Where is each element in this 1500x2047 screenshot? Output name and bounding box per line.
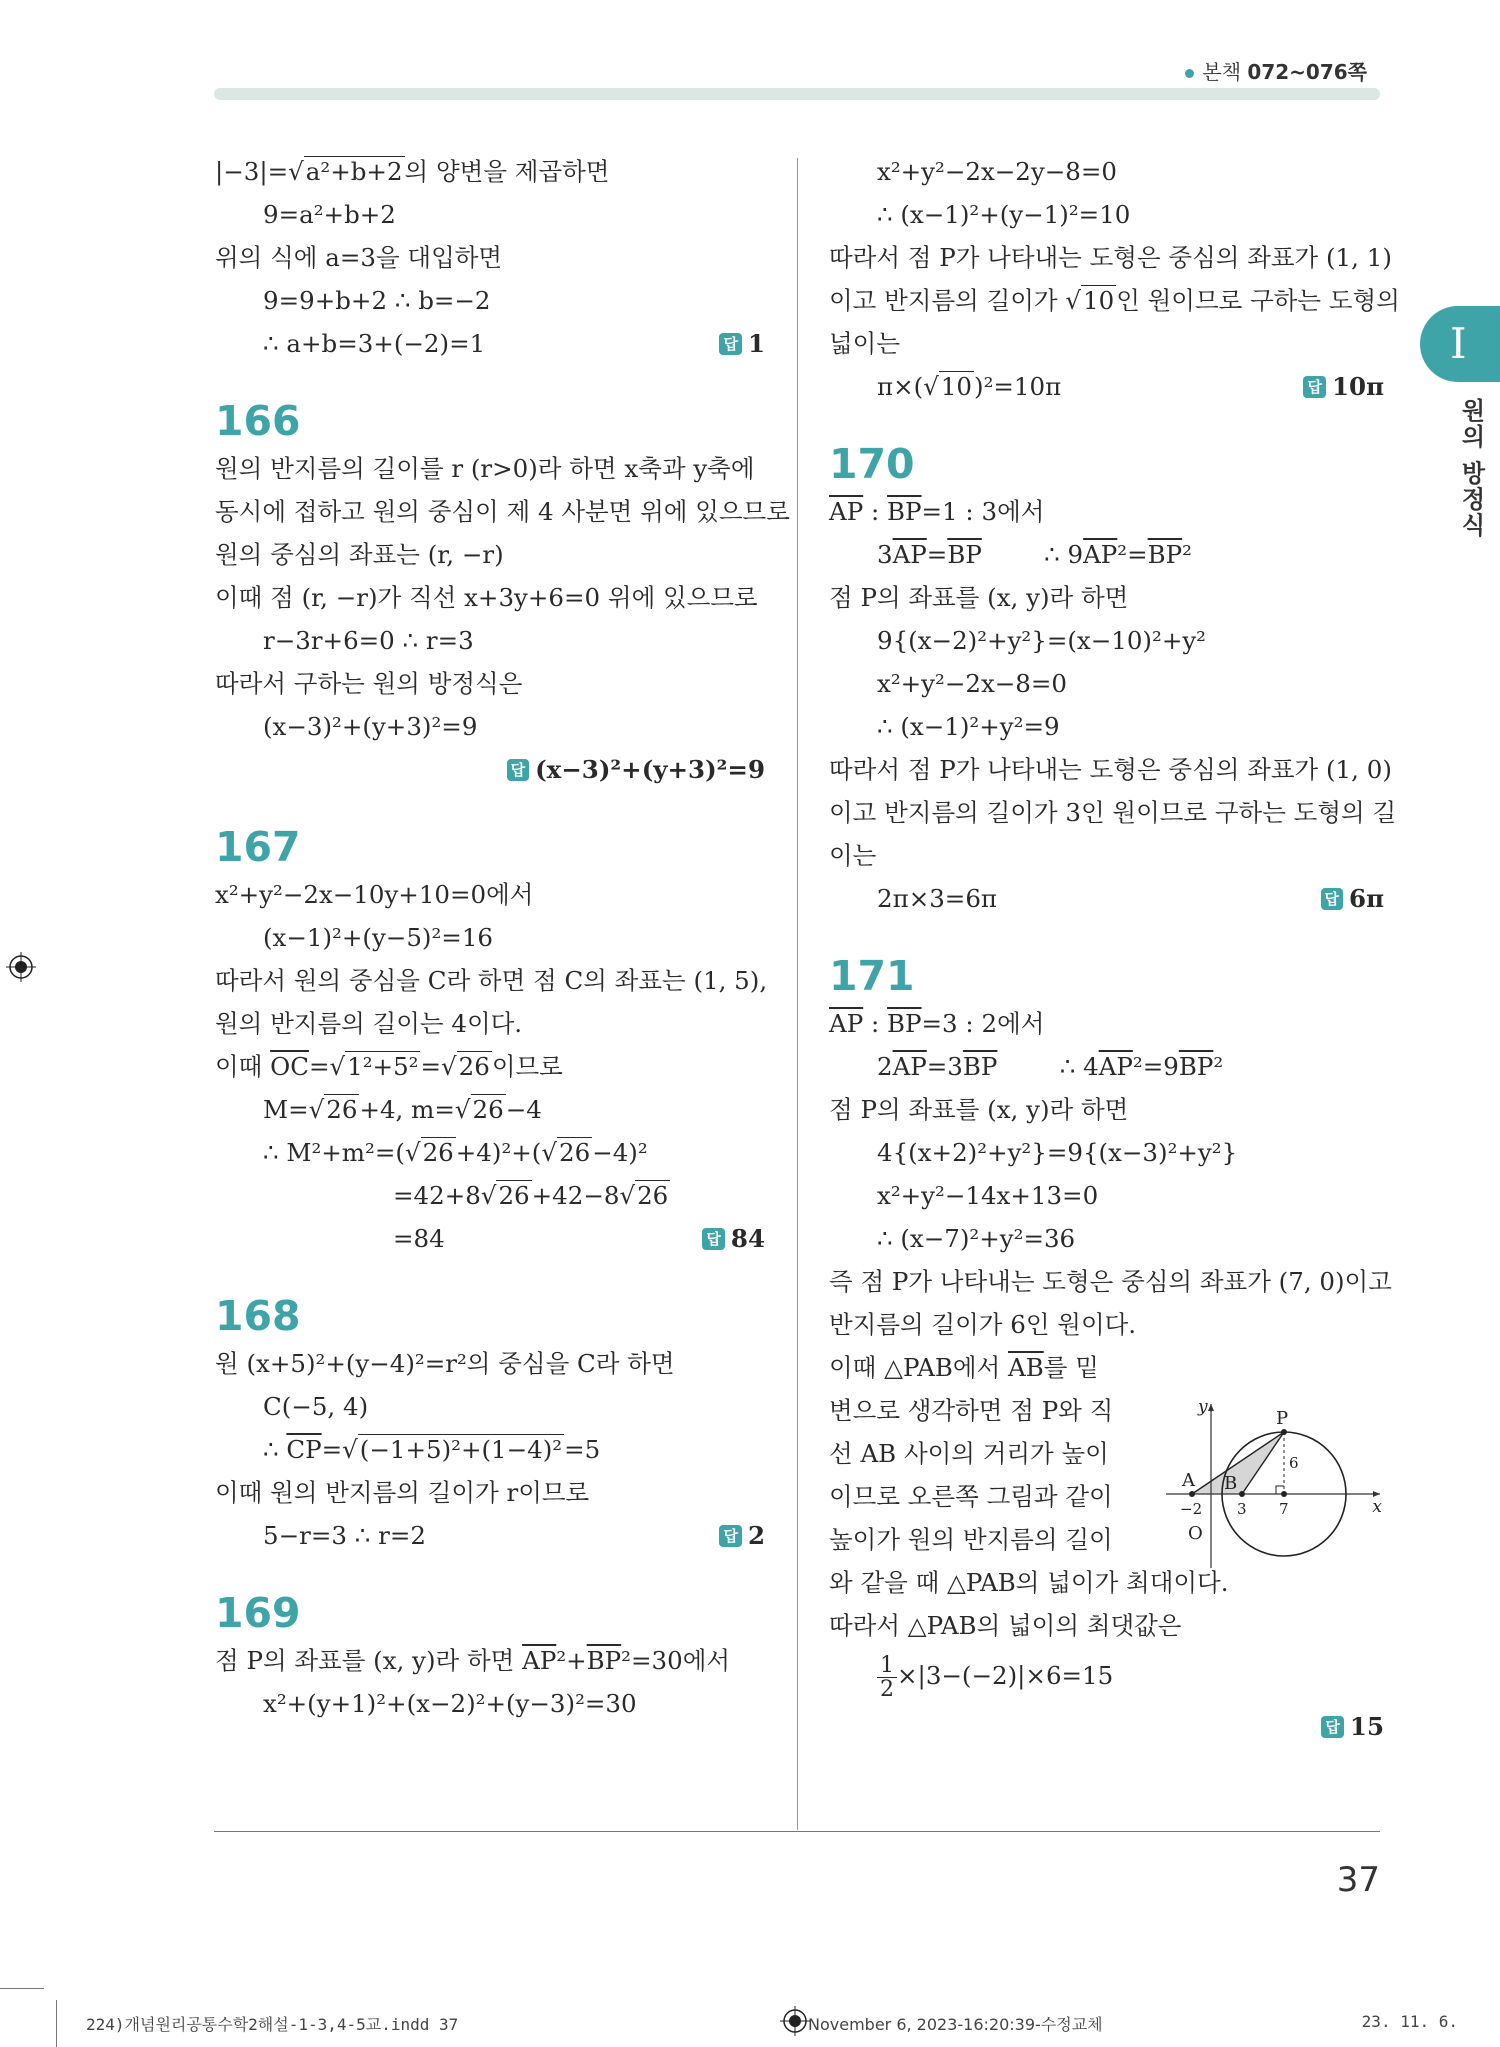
problem-number: 168: [215, 1292, 301, 1340]
problem-number: 171: [829, 952, 915, 1000]
problem-number: 166: [215, 397, 301, 445]
problem-170: 170 $\overline{AP}$ : $\overline{BP}=1$ : 3에서 $3\overline{AP}=\overline{BP}$ ∴ $9\overline{AP}^2=\overline{BP}^2$ 점 P의 좌표를 (x, y)라 하면 9{(x−2)²+y²}=(x−10)²+y² x²+y²−2x−8=0 ∴ (x−1)²+y²=9 따라서 점 P가 나타내는 도형은 중심의 좌표가 (1, 0) 이고 반지름의 길이가 3인 원이므로 구하는 도형의 길 이는 2π×3=6π 답 6π: [829, 438, 1384, 920]
point-p-dot: [1281, 1429, 1287, 1435]
intro-solution: |−3|=√a²+b+2의 양변을 제곱하면 9=a²+b+2 위의 식에 a=3을 대입하면 9=9+b+2 ∴ b=−2 ∴ a+b=3+(−2)=1 답 1: [215, 150, 765, 365]
answer-badge: 답: [1303, 376, 1326, 398]
problem-168: 168 원 (x+5)²+(y−4)²=r²의 중심을 C라 하면 C(−5, 4) ∴ $\overline{CP}=√(-1+5)^2+(1-4)^2=5$ 이때 원의 반지름의 길이가 r이므로 5−r=3 ∴ r=2 답 2: [215, 1290, 765, 1557]
problem-171: 171 $\overline{AP}$ : $\overline{BP}=3$ : 2에서 $2\overline{AP}=3\overline{BP}$ ∴ $4\overline{AP}^2=9\overline{BP}^2$ 점 P의 좌표를 (x, y)라 하면 4{(x+2)²+y²}=9{(x−3)²+y²} x²+y²−14x+13=0 ∴ (x−7)²+y²=36 즉 점 P가 나타내는 도형은 중심의 좌표가 (7, 0)이고 반지름의 길이가 6인 원이다. 이때 △PAB에서 $\overline{AB}$를 밑 변으로 생각하면 점 P와 직 선 AB 사이의 거리가 높이 이므로 오른쪽 그림과 같이 높이가 원의 반지름의 길이 와 같을 때 △PAB의 넓이가 최대이다. 따라서 △PAB의 넓이의 최댓값은 $\frac{1}{2}$ ×|3−(−2)|×6=15 답 15: [829, 950, 1384, 1748]
point-a-label: A: [1182, 1470, 1195, 1491]
crop-mark: [0, 1988, 44, 1989]
point-a-dot: [1189, 1491, 1195, 1497]
answer: 답 6π: [1321, 877, 1384, 920]
answer: 답 (x−3)²+(y+3)²=9: [215, 748, 765, 791]
problem-169-continued: x²+y²−2x−2y−8=0 ∴ (x−1)²+(y−1)²=10 따라서 점 P가 나타내는 도형은 중심의 좌표가 (1, 1) 이고 반지름의 길이가 √10인 원이므로 구하는 도형의 넓이는 π×(√10)²=10π 답 10π: [829, 150, 1384, 408]
problem-167: 167 x²+y²−2x−10y+10=0에서 (x−1)²+(y−5)²=16 따라서 원의 중심을 C라 하면 점 C의 좌표는 (1, 5), 원의 반지름의 길이는 4이다. 이때 $\overline{OC}=√1^2+5^2=√26$이므로 M=√26+4, m=√26−4 ∴ M²+m²=(√26+4)²+(√26−4)² =42+8√26+42−8√26 =84 답 84: [215, 821, 765, 1260]
answer: 답 10π: [1303, 365, 1384, 408]
circle-triangle-figure: [1156, 1396, 1386, 1576]
bullet-dot-icon: [1185, 69, 1194, 78]
problem-number: 170: [829, 440, 915, 488]
center-dot: [1281, 1491, 1287, 1497]
problem-169: 169 점 P의 좌표를 (x, y)라 하면 $\overline{AP}^2+\overline{BP}^2=30$에서 x²+(y+1)²+(x−2)²+(y−3)²=30: [215, 1587, 765, 1725]
registration-mark-icon: [6, 952, 36, 982]
tick-label: −2: [1180, 1500, 1203, 1518]
fraction-one-half: $\frac{1}{2}$: [877, 1654, 897, 1701]
answer: 답 1: [719, 322, 765, 365]
problem-number: 169: [215, 1589, 301, 1637]
footer-date: 23. 11. 6.: [1361, 2012, 1458, 2031]
top-bar: [214, 88, 1380, 100]
height-label: 6: [1289, 1454, 1299, 1472]
left-column: [215, 150, 790, 1725]
crop-mark: [56, 2000, 57, 2047]
tick-label: 7: [1279, 1500, 1289, 1518]
answer: 답 15: [829, 1705, 1384, 1748]
answer-badge: 답: [719, 333, 742, 355]
axis-x-label: x: [1372, 1497, 1382, 1517]
point-b-dot: [1239, 1491, 1245, 1497]
answer-badge: 답: [507, 759, 530, 781]
answer-badge: 답: [1321, 1716, 1344, 1738]
answer: 답 84: [702, 1217, 765, 1260]
chapter-tab: I: [1420, 306, 1500, 382]
answer-badge: 답: [702, 1228, 725, 1250]
page-reference: 본책 072~076쪽: [1185, 56, 1367, 85]
tick-label: 3: [1237, 1500, 1247, 1518]
page-number: 37: [1336, 1860, 1380, 1900]
registration-mark-icon: [780, 2006, 810, 2036]
footer-file-name: 224)개념원리공통수학2해설-1-3,4-5교.indd 37: [86, 2015, 459, 2034]
point-b-label: B: [1224, 1473, 1238, 1494]
axis-y-label: y: [1198, 1397, 1208, 1417]
answer-badge: 답: [719, 1525, 742, 1547]
y-axis-arrow-icon: [1208, 1404, 1214, 1411]
problem-166: 166 원의 반지름의 길이를 r (r>0)라 하면 x축과 y축에 동시에 접하고 원의 중심이 제 4 사분면 위에 있으므로 원의 중심의 좌표는 (r, −r) 이때 점 (r, −r)가 직선 x+3y+6=0 위에 있으므로 r−3r+6=0 ∴ r=3 따라서 구하는 원의 방정식은 (x−3)²+(y+3)²=9 답 (x−3)²+(y+3)²=9: [215, 395, 765, 791]
bottom-rule: [214, 1831, 1380, 1832]
origin-label: O: [1188, 1523, 1203, 1544]
column-divider: [797, 158, 798, 1830]
chapter-title: 원의 방정식: [1457, 398, 1485, 539]
problem-number: 167: [215, 823, 301, 871]
answer-badge: 답: [1321, 888, 1344, 910]
footer-timestamp: November 6, 2023-16:20:39-수정교체: [808, 2015, 1103, 2034]
answer: 답 2: [719, 1514, 765, 1557]
point-p-label: P: [1276, 1408, 1289, 1429]
sqrt-symbol: √: [288, 157, 304, 186]
